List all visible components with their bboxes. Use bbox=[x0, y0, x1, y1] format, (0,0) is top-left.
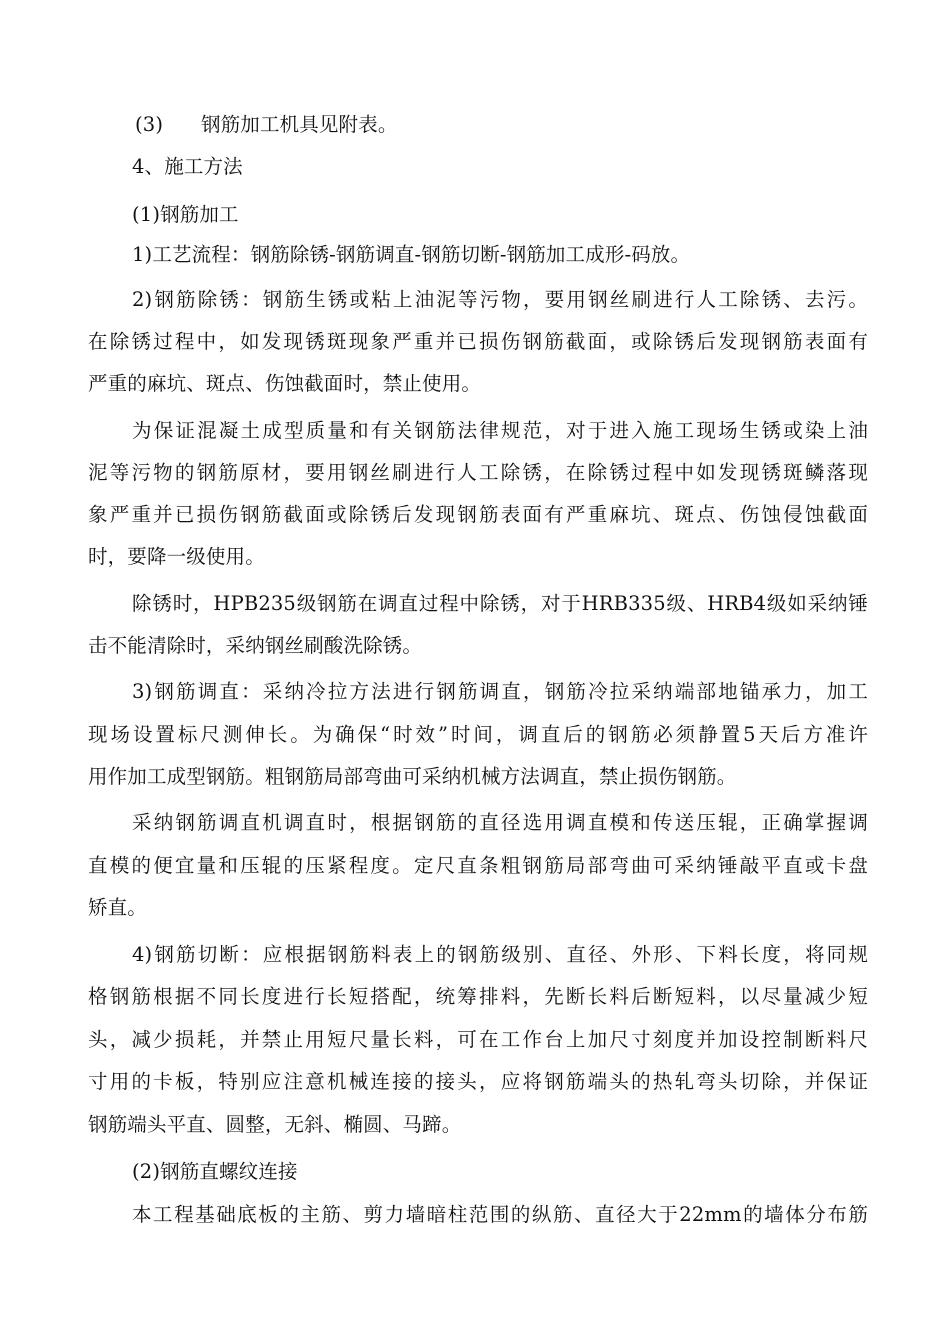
subsection-heading: (2)钢筋直螺纹连接 bbox=[132, 1160, 298, 1183]
paragraph-line: 除锈时，HPB235级钢筋在调直过程中除锈，对于HRB335级、HRB4级如采纳锤 bbox=[132, 592, 868, 615]
paragraph-line: 本工程基础底板的主筋、剪力墙暗柱范围的纵筋、直径大于22mm的墙体分布筋 bbox=[132, 1203, 868, 1226]
paragraph-line: 3)钢筋调直：采纳冷拉方法进行钢筋调直，钢筋冷拉采纳端部地锚承力，加工 bbox=[132, 680, 868, 703]
item-text: 钢筋加工机具见附表。 bbox=[201, 113, 398, 136]
paragraph-line: 现场设置标尺测伸长。为确保“时效”时间，调直后的钢筋必须静置5天后方准许 bbox=[88, 723, 868, 746]
paragraph-line: 矫直。 bbox=[88, 896, 147, 919]
paragraph-line: 泥等污物的钢筋原材，要用钢丝刷进行人工除锈，在除锈过程中如发现锈斑鳞落现 bbox=[88, 461, 868, 484]
paragraph-line: 寸用的卡板，特别应注意机械连接的接头，应将钢筋端头的热轧弯头切除，并保证 bbox=[88, 1070, 868, 1093]
paragraph-line: 击不能清除时，采纳钢丝刷酸洗除锈。 bbox=[88, 634, 423, 657]
item-number: (3) bbox=[135, 113, 164, 136]
paragraph-line: 严重的麻坑、斑点、伤蚀截面时，禁止使用。 bbox=[88, 372, 482, 395]
paragraph-line: 象严重并已损伤钢筋截面或除锈后发现钢筋表面有严重麻坑、斑点、伤蚀侵蚀截面 bbox=[88, 503, 868, 526]
paragraph-line: 格钢筋根据不同长度进行长短搭配，统筹排料，先断长料后断短料，以尽量减少短 bbox=[88, 985, 868, 1008]
item-3-line bbox=[135, 112, 915, 138]
paragraph-line: 在除锈过程中，如发现锈斑现象严重并已损伤钢筋截面，或除锈后发现钢筋表面有 bbox=[88, 330, 868, 353]
paragraph-line: 1)工艺流程：钢筋除锈-钢筋调直-钢筋切断-钢筋加工成形-码放。 bbox=[132, 243, 691, 266]
paragraph-line: 采纳钢筋调直机调直时，根据钢筋的直径选用调直模和传送压辊，正确掌握调 bbox=[132, 811, 868, 834]
paragraph-line: 头，减少损耗，并禁止用短尺量长料，可在工作台上加尺寸刻度并加设控制断料尺 bbox=[88, 1028, 868, 1051]
paragraph-line: 时，要降一级使用。 bbox=[88, 545, 265, 568]
paragraph-line: 为保证混凝土成型质量和有关钢筋法律规范，对于进入施工现场生锈或染上油 bbox=[132, 419, 868, 442]
section-heading: 4、施工方法 bbox=[132, 155, 243, 178]
paragraph-line: 用作加工成型钢筋。粗钢筋局部弯曲可采纳机械方法调直，禁止损伤钢筋。 bbox=[88, 765, 737, 788]
subsection-heading: (1)钢筋加工 bbox=[132, 203, 239, 226]
paragraph-line: 2)钢筋除锈：钢筋生锈或粘上油泥等污物，要用钢丝刷进行人工除锈、去污。 bbox=[132, 288, 868, 311]
paragraph-line: 钢筋端头平直、圆整，无斜、椭圆、马蹄。 bbox=[88, 1113, 462, 1136]
paragraph-line: 直模的便宜量和压辊的压紧程度。定尺直条粗钢筋局部弯曲可采纳锤敲平直或卡盘 bbox=[88, 854, 868, 877]
paragraph-line: 4)钢筋切断：应根据钢筋料表上的钢筋级别、直径、外形、下料长度，将同规 bbox=[132, 943, 868, 966]
